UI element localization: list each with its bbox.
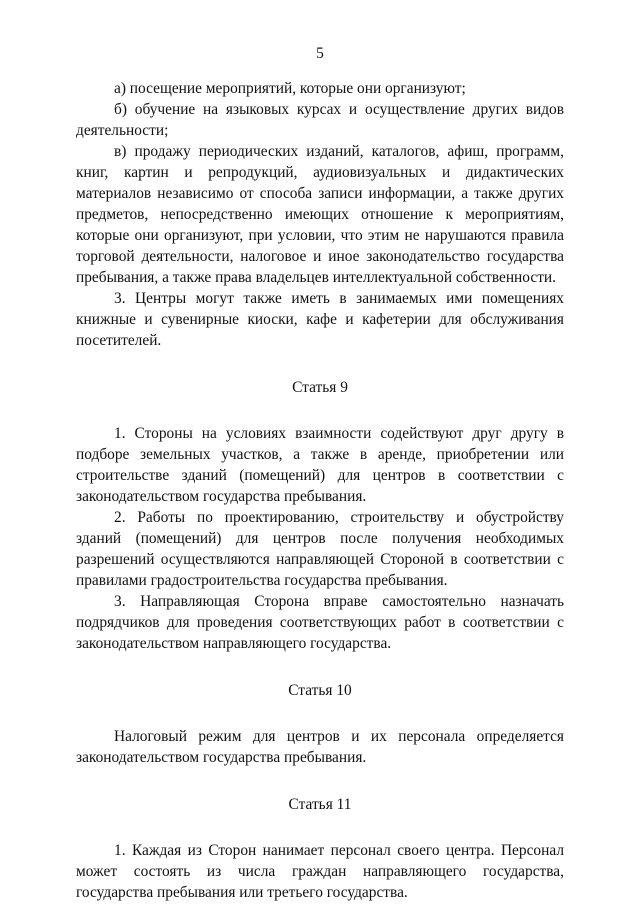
article-11-heading: Статья 11 — [288, 796, 352, 813]
article-9-paragraph-2: 2. Работы по проектированию, строительству и обустройству зданий (помещений) для центров после получения необходимых разрешений осуществляются направляющей Стороной в соответствии с правилами градостроительства государства пребывания. — [76, 509, 564, 589]
paragraph-3: 3. Центры могут также иметь в занимаемых ими помещениях книжные и сувенирные киоски, кафе и кафетерии для обслуживания посетителей. — [76, 290, 564, 349]
article-9-heading: Статья 9 — [292, 379, 348, 396]
article-11-paragraph-1: 1. Каждая из Сторон нанимает персонал своего центра. Персонал может состоять из числа граждан направляющего государства, государства пребывания или третьего государства. — [76, 842, 564, 901]
article-9-paragraph-1: 1. Стороны на условиях взаимности содействуют друг другу в подборе земельных участков, а также в аренде, приобретении или строительстве зданий (помещений) для центров в соответствии с законодательством государства пребывания. — [76, 425, 564, 505]
subparagraph-b: б) обучение на языковых курсах и осуществление других видов деятельности; — [76, 101, 564, 139]
page-number: 5 — [316, 45, 324, 62]
article-10-paragraph-1: Налоговый режим для центров и их персонала определяется законодательством государства пребывания. — [76, 728, 564, 766]
article-9-paragraph-3: 3. Направляющая Сторона вправе самостоятельно назначать подрядчиков для проведения соответствующих работ в соответствии с законодательством направляющего государства. — [76, 593, 564, 652]
document-page — [76, 0, 564, 903]
subparagraph-v: в) продажу периодических изданий, каталогов, афиш, программ, книг, картин и репродукций, аудиовизуальных и дидактических материалов независимо от способа записи информации, а также других предметов, непосредственно имеющих отношение к мероприятиям, которые они организуют, при условии, что этим не нарушаются правила торговой деятельности, налоговое и иное законодательство государства пребывания, а также права владельцев интеллектуальной собственности. — [76, 143, 564, 286]
subparagraph-a: а) посещение мероприятий, которые они организуют; — [114, 80, 466, 97]
article-10-heading: Статья 10 — [288, 682, 352, 699]
